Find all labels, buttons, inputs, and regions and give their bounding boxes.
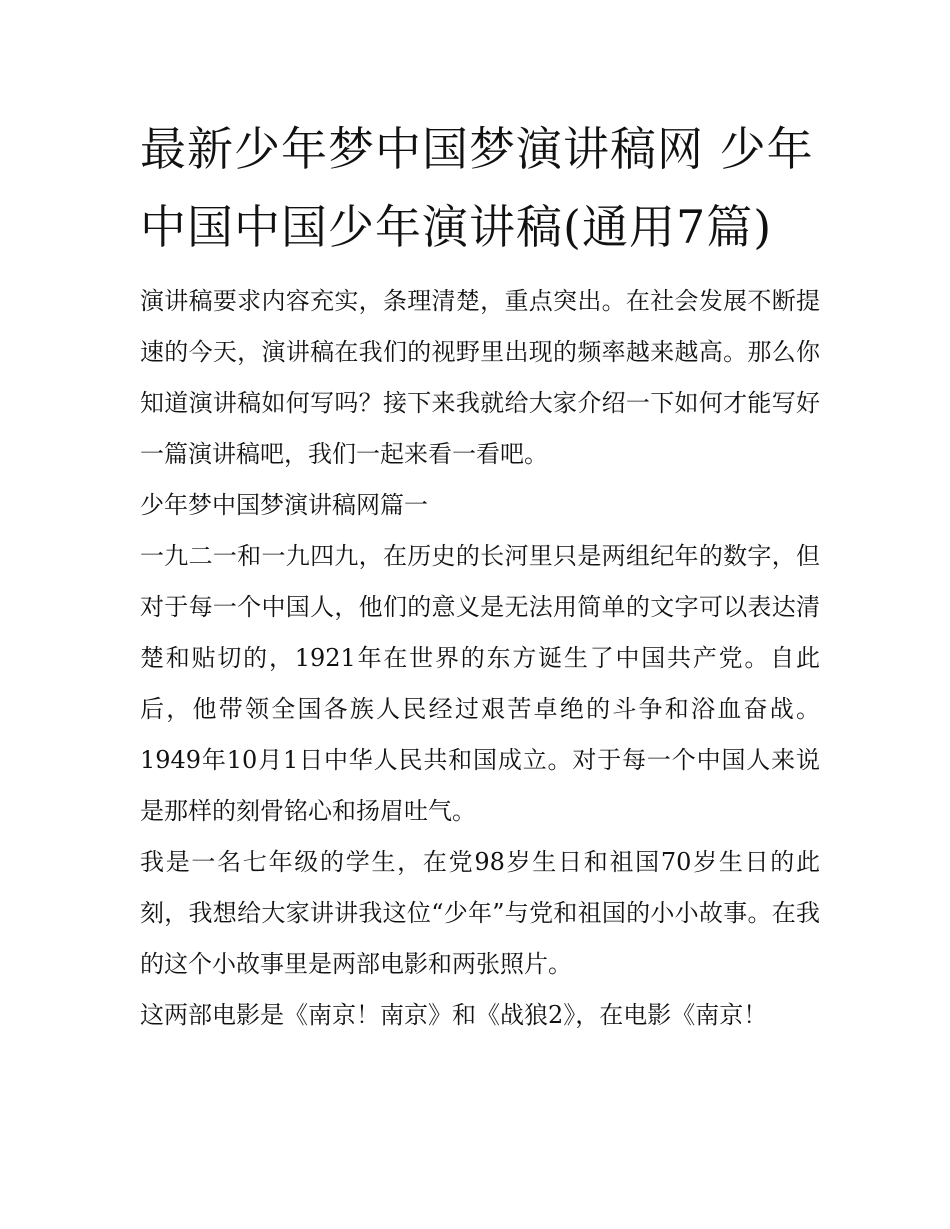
paragraph-movies: 这两部电影是《南京！南京》和《战狼2》，在电影《南京！ (140, 1001, 768, 1029)
paragraph-history: 一九二一和一九四九，在历史的长河里只是两组纪年的数字，但对于每一个中国人，他们的意义是无法用简单的文字可以表达清楚和贴切的，1921年在世界的东方诞生了中国共产党。自此后，他带领全国各族人民经过艰苦卓绝的斗争和浴血奋战。1949年10月1日中华人民共和国成立。对于每一个中国人来说是那样的刻骨铭心和扬眉吐气。 (140, 542, 820, 825)
paragraph-story: 我是一名七年级的学生，在党98岁生日和祖国70岁生日的此刻，我想给大家讲讲我这位“少年”与党和祖国的小小故事。在我的这个小故事里是两部电影和两张照片。 (140, 848, 820, 978)
section-heading: 少年梦中国梦演讲稿网篇一 (140, 491, 428, 519)
document-title: 最新少年梦中国梦演讲稿网 少年中国中国少年演讲稿(通用7篇) (140, 122, 814, 254)
paragraph-intro: 演讲稿要求内容充实，条理清楚，重点突出。在社会发展不断提速的今天，演讲稿在我们的视野里出现的频率越来越高。那么你知道演讲稿如何写吗？接下来我就给大家介绍一下如何才能写好一篇演讲稿吧，我们一起来看一看吧。 (140, 287, 820, 468)
document-page (140, 110, 820, 1041)
